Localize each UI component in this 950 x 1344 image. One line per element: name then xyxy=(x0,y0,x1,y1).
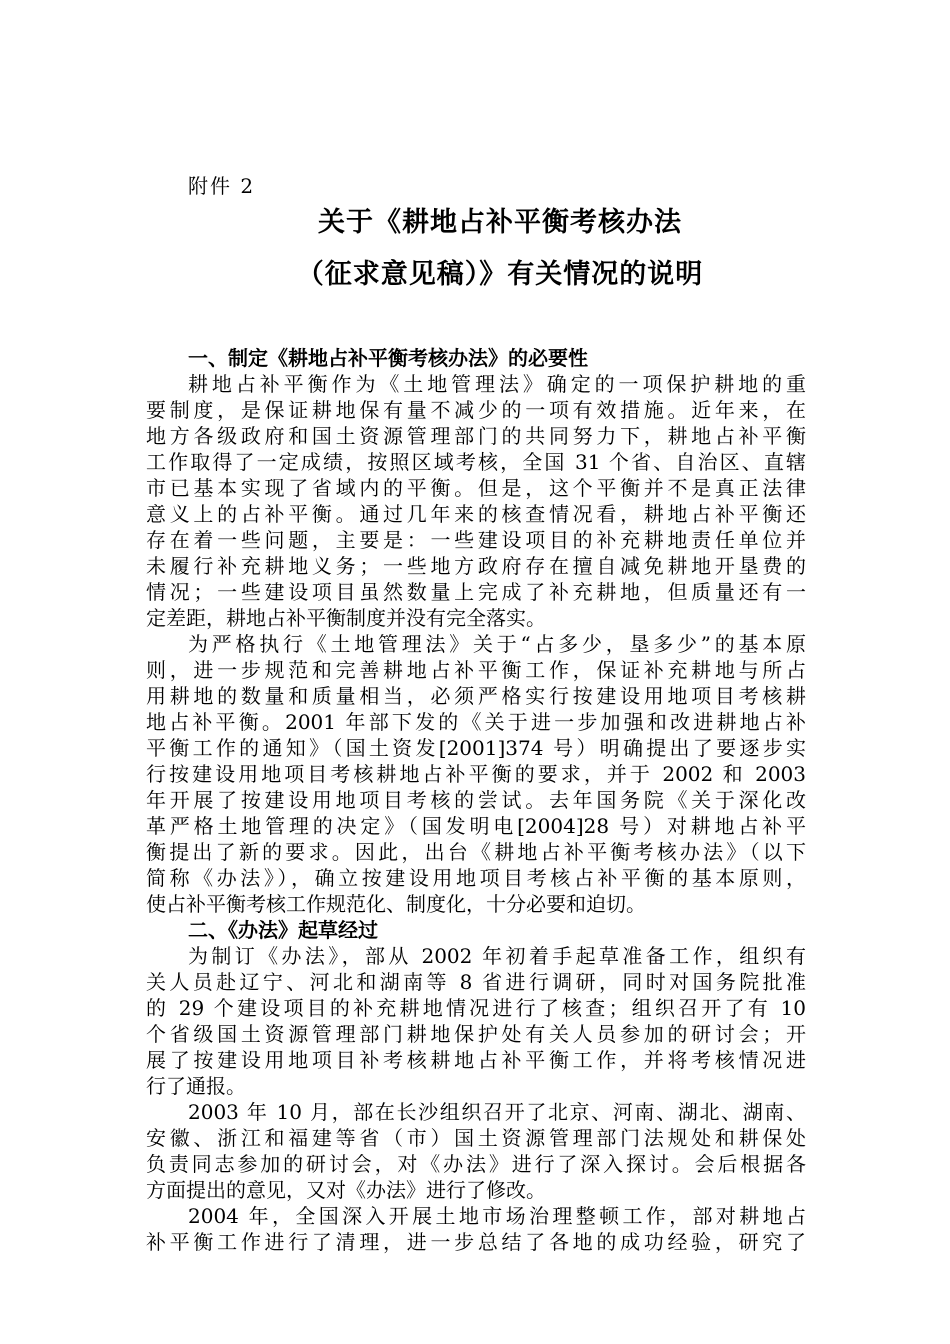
paragraph-line: 情况；一些建设项目虽然数量上完成了补充耕地，但质量还有一 xyxy=(146,580,806,604)
paragraph-line: 要制度，是保证耕地保有量不减少的一项有效措施。近年来，在 xyxy=(146,398,806,422)
paragraph-line: 方面提出的意见，又对《办法》进行了修改。 xyxy=(146,1178,546,1202)
paragraph-line: 年开展了按建设用地项目考核的尝试。去年国务院《关于深化改 xyxy=(146,788,806,812)
paragraph-line: 为严格执行《土地管理法》关于“占多少，垦多少”的基本原 xyxy=(188,632,806,656)
paragraph-line: 平衡工作的通知》（国土资发[2001]374 号）明确提出了要逐步实 xyxy=(146,736,806,760)
paragraph-line: 2003 年 10 月，部在长沙组织召开了北京、河南、湖北、湖南、 xyxy=(188,1100,806,1124)
document-body xyxy=(146,345,806,1255)
paragraph-line: 耕地占补平衡作为《土地管理法》确定的一项保护耕地的重 xyxy=(188,372,806,396)
paragraph-line: 则，进一步规范和完善耕地占补平衡工作，保证补充耕地与所占 xyxy=(146,658,806,682)
paragraph-line: 行按建设用地项目考核耕地占补平衡的要求，并于 2002 和 2003 xyxy=(146,762,806,786)
section-1-heading: 一、制定《耕地占补平衡考核办法》的必要性 xyxy=(188,346,588,370)
paragraph-line: 存在着一些问题，主要是：一些建设项目的补充耕地责任单位并 xyxy=(146,528,806,552)
paragraph-line: 工作取得了一定成绩，按照区域考核，全国 31 个省、自治区、直辖 xyxy=(146,450,806,474)
paragraph-line: 定差距，耕地占补平衡制度并没有完全落实。 xyxy=(146,606,546,630)
paragraph-line: 用耕地的数量和质量相当，必须严格实行按建设用地项目考核耕 xyxy=(146,684,806,708)
document-title-line-1: 关于《耕地占补平衡考核办法 xyxy=(318,207,682,238)
paragraph-line: 个省级国土资源管理部门耕地保护处有关人员参加的研讨会；开 xyxy=(146,1022,806,1046)
paragraph-line: 2004 年，全国深入开展土地市场治理整顿工作，部对耕地占 xyxy=(188,1204,806,1228)
paragraph-line: 使占补平衡考核工作规范化、制度化，十分必要和迫切。 xyxy=(146,892,646,916)
paragraph-line: 关人员赴辽宁、河北和湖南等 8 省进行调研，同时对国务院批准 xyxy=(146,970,806,994)
paragraph-line: 负责同志参加的研讨会，对《办法》进行了深入探讨。会后根据各 xyxy=(146,1152,806,1176)
document-title-line-2: （征求意见稿）》有关情况的说明 xyxy=(296,259,704,290)
paragraph-line: 地占补平衡。2001 年部下发的《关于进一步加强和改进耕地占补 xyxy=(146,710,806,734)
paragraph-line: 补平衡工作进行了清理，进一步总结了各地的成功经验，研究了 xyxy=(146,1230,806,1254)
paragraph-line: 的 29 个建设项目的补充耕地情况进行了核查；组织召开了有 10 xyxy=(146,996,806,1020)
paragraph-line: 市已基本实现了省域内的平衡。但是，这个平衡并不是真正法律 xyxy=(146,476,806,500)
paragraph-line: 展了按建设用地项目补考核耕地占补平衡工作，并将考核情况进 xyxy=(146,1048,806,1072)
paragraph-line: 安徽、浙江和福建等省（市）国土资源管理部门法规处和耕保处 xyxy=(146,1126,806,1150)
paragraph-line: 意义上的占补平衡。通过几年来的核查情况看，耕地占补平衡还 xyxy=(146,502,806,526)
paragraph-line: 行了通报。 xyxy=(146,1074,246,1098)
paragraph-line: 地方各级政府和国土资源管理部门的共同努力下，耕地占补平衡 xyxy=(146,424,806,448)
section-2-heading: 二、《办法》起草经过 xyxy=(188,918,378,942)
paragraph-line: 简称《办法》），确立按建设用地项目考核占补平衡的基本原则， xyxy=(146,866,806,890)
paragraph-line: 革严格土地管理的决定》（国发明电[2004]28 号）对耕地占补平 xyxy=(146,814,806,838)
attachment-label: 附件 2 xyxy=(188,174,256,198)
paragraph-line: 衡提出了新的要求。因此，出台《耕地占补平衡考核办法》（以下 xyxy=(146,840,806,864)
paragraph-line: 未履行补充耕地义务；一些地方政府存在擅自减免耕地开垦费的 xyxy=(146,554,806,578)
paragraph-line: 为制订《办法》，部从 2002 年初着手起草准备工作，组织有 xyxy=(188,944,806,968)
